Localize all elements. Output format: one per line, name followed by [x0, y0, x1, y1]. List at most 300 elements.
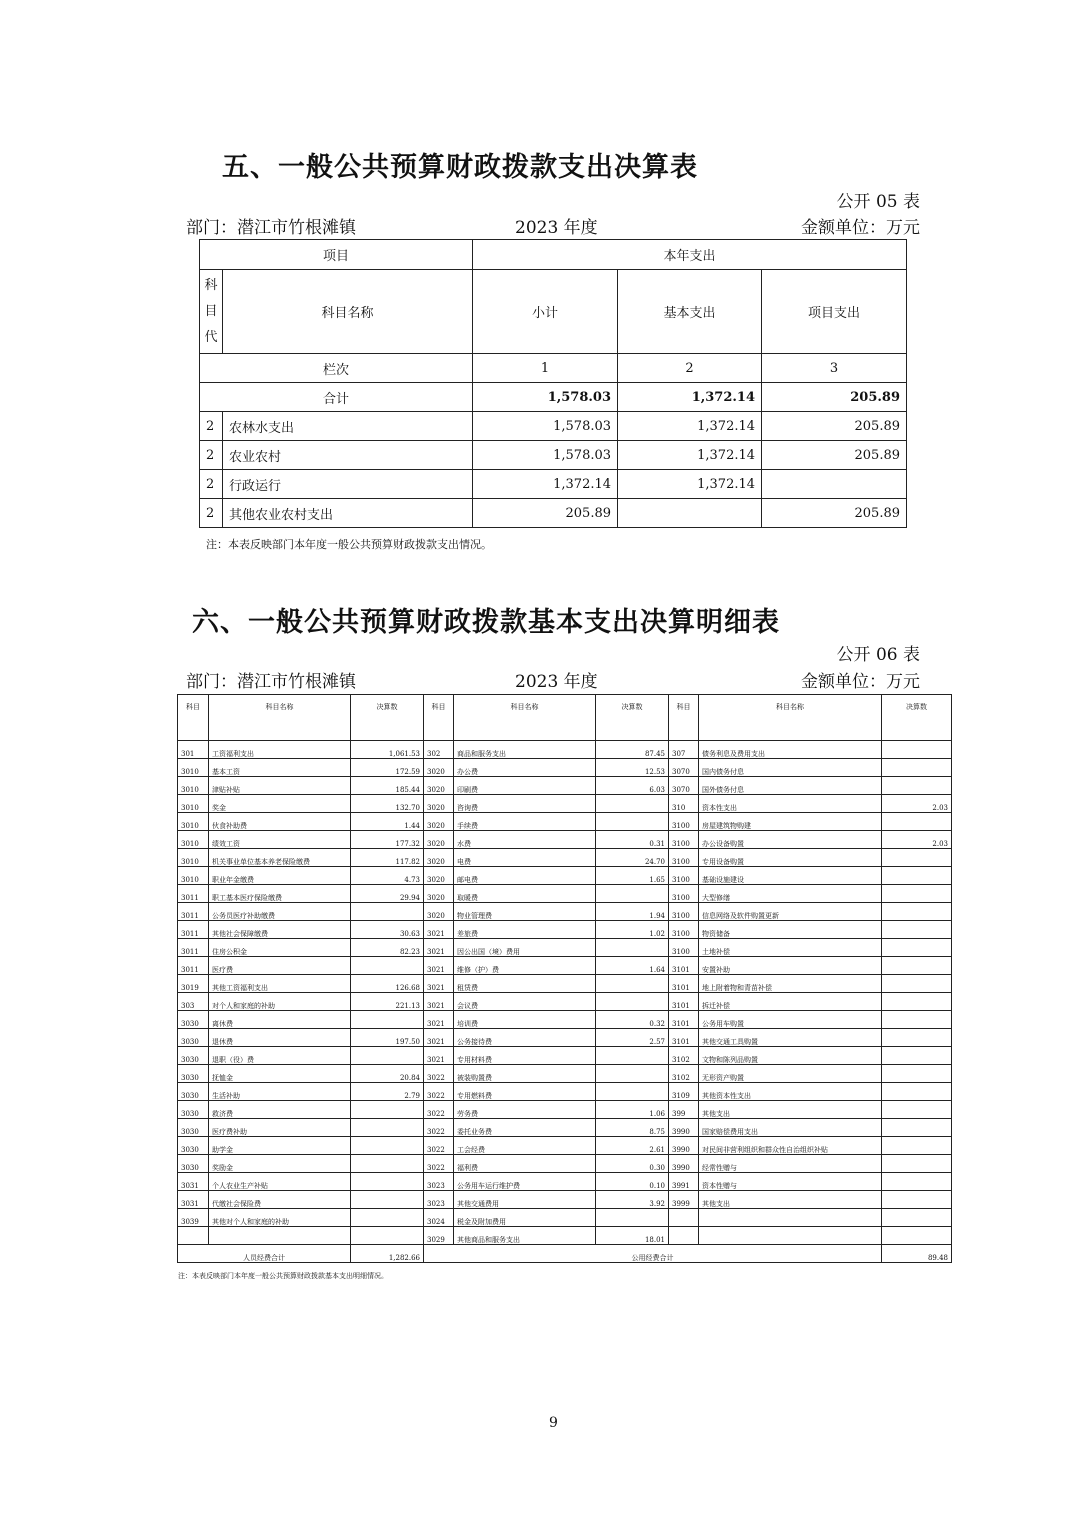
cell-code-2: 3021 [424, 939, 454, 957]
cell-code-2: 3022 [424, 1065, 454, 1083]
cell-amount-1 [351, 1155, 424, 1173]
expenditure-table [199, 239, 907, 528]
cell-code-1: 3011 [178, 921, 209, 939]
cell-code-1: 3031 [178, 1191, 209, 1209]
cell-code-1: 3030 [178, 1137, 209, 1155]
table-row [200, 412, 907, 441]
cell-amount-1: 197.50 [351, 1029, 424, 1047]
cell-amount-3 [882, 867, 952, 885]
cell-amount-2: 2.61 [596, 1137, 669, 1155]
cell-name-3: 经常性赠与 [699, 1155, 882, 1173]
cell-name-2: 会议费 [454, 993, 596, 1011]
cell-amount-2: 0.32 [596, 1011, 669, 1029]
cell-code-1: 303 [178, 993, 209, 1011]
section6-year: 2023 年度 [515, 672, 598, 692]
section6-note: 注：本表反映部门本年度一般公共预算财政拨款基本支出明细情况。 [178, 1272, 388, 1280]
header-amount-2: 决算数 [596, 695, 669, 741]
section5-title: 五、一般公共预算财政拨款支出决算表 [222, 152, 698, 183]
cell-amount-2: 8.75 [596, 1119, 669, 1137]
header-project-exp: 项目支出 [762, 270, 907, 354]
cell-amount-3 [882, 1119, 952, 1137]
personnel-total-label: 人员经费合计 [178, 1245, 351, 1263]
header-current-year: 本年支出 [473, 240, 907, 270]
cell-amount-3 [882, 1065, 952, 1083]
cell-code-2: 3021 [424, 975, 454, 993]
cell-amount-3 [882, 849, 952, 867]
row-project: 205.89 [762, 499, 907, 528]
cell-code-2: 3020 [424, 777, 454, 795]
header-col3: 3 [762, 354, 907, 383]
header-column-no: 栏次 [200, 354, 473, 383]
cell-amount-2 [596, 993, 669, 1011]
header-name-1: 科目名称 [209, 695, 351, 741]
cell-amount-3 [882, 741, 952, 759]
cell-code-3: 307 [669, 741, 699, 759]
cell-amount-2: 1.64 [596, 957, 669, 975]
header-name-3: 科目名称 [699, 695, 882, 741]
cell-code-3: 3100 [669, 831, 699, 849]
header-project: 项目 [200, 240, 473, 270]
cell-name-2: 委托业务费 [454, 1119, 596, 1137]
cell-amount-3 [882, 921, 952, 939]
section5-note: 注：本表反映部门本年度一般公共预算财政拨款支出情况。 [206, 538, 492, 551]
cell-name-3: 物资储备 [699, 921, 882, 939]
cell-name-1: 职工基本医疗保险缴费 [209, 885, 351, 903]
cell-name-2: 税金及附加费用 [454, 1209, 596, 1227]
cell-amount-1: 221.13 [351, 993, 424, 1011]
cell-code-3: 3101 [669, 957, 699, 975]
total-subtotal: 1,578.03 [473, 383, 618, 412]
cell-amount-2: 3.92 [596, 1191, 669, 1209]
cell-name-2: 商品和服务支出 [454, 741, 596, 759]
cell-amount-2: 18.01 [596, 1227, 669, 1245]
cell-code-2: 3020 [424, 831, 454, 849]
cell-name-1: 医疗费 [209, 957, 351, 975]
table-row [178, 1065, 952, 1083]
cell-name-1: 工资福利支出 [209, 741, 351, 759]
cell-amount-2: 6.03 [596, 777, 669, 795]
cell-code-1: 301 [178, 741, 209, 759]
cell-name-3: 国内债务付息 [699, 759, 882, 777]
cell-amount-3 [882, 1011, 952, 1029]
cell-name-2: 其他交通费用 [454, 1191, 596, 1209]
row-basic: 1,372.14 [618, 441, 762, 470]
row-code: 2 [200, 499, 223, 528]
section5-form-no: 公开 05 表 [836, 192, 920, 212]
cell-code-3: 3102 [669, 1047, 699, 1065]
cell-amount-1 [351, 957, 424, 975]
cell-name-1: 抚恤金 [209, 1065, 351, 1083]
cell-code-2: 3020 [424, 813, 454, 831]
public-total-label: 公用经费合计 [424, 1245, 882, 1263]
cell-name-1: 绩效工资 [209, 831, 351, 849]
public-total: 89.48 [882, 1245, 952, 1263]
table-row [178, 795, 952, 813]
row-basic [618, 499, 762, 528]
row-code: 2 [200, 441, 223, 470]
cell-name-1: 其他社会保障缴费 [209, 921, 351, 939]
cell-name-1: 基本工资 [209, 759, 351, 777]
cell-amount-3 [882, 1191, 952, 1209]
header-subtotal: 小计 [473, 270, 618, 354]
section6-form-no: 公开 06 表 [836, 645, 920, 665]
cell-code-3: 3101 [669, 975, 699, 993]
cell-name-2: 公务用车运行维护费 [454, 1173, 596, 1191]
cell-code-1: 3030 [178, 1083, 209, 1101]
cell-code-2: 3022 [424, 1119, 454, 1137]
cell-name-1: 机关事业单位基本养老保险缴费 [209, 849, 351, 867]
cell-amount-3 [882, 1209, 952, 1227]
cell-name-1: 医疗费补助 [209, 1119, 351, 1137]
table-row [178, 1137, 952, 1155]
row-code: 2 [200, 470, 223, 499]
cell-code-3 [669, 1209, 699, 1227]
cell-code-2: 3020 [424, 903, 454, 921]
cell-name-2: 因公出国（境）费用 [454, 939, 596, 957]
cell-amount-3 [882, 1029, 952, 1047]
cell-name-2: 手续费 [454, 813, 596, 831]
cell-amount-1 [351, 1047, 424, 1065]
cell-amount-1: 20.84 [351, 1065, 424, 1083]
header-code: 科目代 [200, 270, 223, 354]
cell-code-1: 3011 [178, 903, 209, 921]
cell-amount-1: 1,061.53 [351, 741, 424, 759]
page-number: 9 [549, 1415, 558, 1431]
cell-amount-2 [596, 813, 669, 831]
cell-code-2: 3021 [424, 1047, 454, 1065]
cell-amount-1: 29.94 [351, 885, 424, 903]
cell-amount-1: 172.59 [351, 759, 424, 777]
cell-code-3: 3100 [669, 849, 699, 867]
cell-amount-2: 0.30 [596, 1155, 669, 1173]
cell-name-3: 对民间非营利组织和群众性自治组织补贴 [699, 1137, 882, 1155]
cell-code-1: 3010 [178, 831, 209, 849]
table-row [178, 1209, 952, 1227]
cell-code-1 [178, 1227, 209, 1245]
cell-name-2: 其他商品和服务支出 [454, 1227, 596, 1245]
table-row [178, 777, 952, 795]
cell-code-1: 3011 [178, 885, 209, 903]
row-code: 2 [200, 412, 223, 441]
cell-name-1: 公务员医疗补助缴费 [209, 903, 351, 921]
section6-unit: 金额单位：万元 [801, 672, 920, 692]
cell-code-3: 3100 [669, 885, 699, 903]
table-row [178, 939, 952, 957]
cell-code-3: 399 [669, 1101, 699, 1119]
header-col2: 2 [618, 354, 762, 383]
cell-name-1: 离休费 [209, 1011, 351, 1029]
cell-amount-1: 1.44 [351, 813, 424, 831]
cell-code-1: 3011 [178, 957, 209, 975]
cell-name-3 [699, 1227, 882, 1245]
table-row [178, 921, 952, 939]
row-name: 农林水支出 [223, 412, 473, 441]
cell-amount-3 [882, 1227, 952, 1245]
cell-name-2: 公务接待费 [454, 1029, 596, 1047]
cell-amount-3: 2.03 [882, 795, 952, 813]
table-row [178, 759, 952, 777]
header-code-2: 科目 [424, 695, 454, 741]
row-basic: 1,372.14 [618, 412, 762, 441]
cell-name-2: 劳务费 [454, 1101, 596, 1119]
cell-name-1: 职业年金缴费 [209, 867, 351, 885]
cell-amount-2: 1.94 [596, 903, 669, 921]
cell-name-1: 个人农业生产补贴 [209, 1173, 351, 1191]
cell-name-2: 工会经费 [454, 1137, 596, 1155]
cell-code-3: 3100 [669, 921, 699, 939]
basic-expenditure-detail-table [177, 694, 952, 1263]
cell-amount-2 [596, 795, 669, 813]
cell-code-2: 302 [424, 741, 454, 759]
row-project: 205.89 [762, 441, 907, 470]
total-project: 205.89 [762, 383, 907, 412]
table-row [178, 867, 952, 885]
cell-name-3: 公务用车购置 [699, 1011, 882, 1029]
cell-code-2: 3020 [424, 795, 454, 813]
cell-code-3: 3990 [669, 1119, 699, 1137]
section6-title: 六、一般公共预算财政拨款基本支出决算明细表 [192, 607, 780, 638]
cell-code-1: 3030 [178, 1119, 209, 1137]
cell-amount-1: 185.44 [351, 777, 424, 795]
cell-name-2: 电费 [454, 849, 596, 867]
table-row [200, 470, 907, 499]
cell-amount-2: 24.70 [596, 849, 669, 867]
cell-name-2: 培训费 [454, 1011, 596, 1029]
cell-code-3: 310 [669, 795, 699, 813]
cell-amount-2: 12.53 [596, 759, 669, 777]
cell-name-1: 奖金 [209, 795, 351, 813]
cell-name-1: 助学金 [209, 1137, 351, 1155]
header-name-2: 科目名称 [454, 695, 596, 741]
cell-amount-3 [882, 903, 952, 921]
cell-amount-3: 2.03 [882, 831, 952, 849]
section5-unit: 金额单位：万元 [801, 218, 920, 238]
cell-code-1: 3030 [178, 1155, 209, 1173]
cell-amount-1 [351, 1191, 424, 1209]
cell-code-1: 3031 [178, 1173, 209, 1191]
header-basic: 基本支出 [618, 270, 762, 354]
cell-name-2: 水费 [454, 831, 596, 849]
cell-name-3: 信息网络及软件购置更新 [699, 903, 882, 921]
cell-name-1: 津贴补贴 [209, 777, 351, 795]
cell-amount-3 [882, 777, 952, 795]
cell-code-3: 3100 [669, 867, 699, 885]
table-row [178, 1047, 952, 1065]
cell-amount-1: 82.23 [351, 939, 424, 957]
cell-name-3: 办公设备购置 [699, 831, 882, 849]
cell-amount-1 [351, 1137, 424, 1155]
cell-code-3: 3101 [669, 1011, 699, 1029]
cell-amount-1: 126.68 [351, 975, 424, 993]
cell-name-3: 国外债务付息 [699, 777, 882, 795]
cell-code-3: 3070 [669, 759, 699, 777]
table-row [178, 957, 952, 975]
cell-name-2: 专用燃料费 [454, 1083, 596, 1101]
row-subtotal: 205.89 [473, 499, 618, 528]
cell-name-3: 安置补助 [699, 957, 882, 975]
cell-name-3: 房屋建筑物购建 [699, 813, 882, 831]
cell-name-1: 其他工资福利支出 [209, 975, 351, 993]
cell-code-2: 3023 [424, 1173, 454, 1191]
cell-name-3: 土地补偿 [699, 939, 882, 957]
cell-code-1: 3030 [178, 1065, 209, 1083]
cell-name-3: 其他资本性支出 [699, 1083, 882, 1101]
cell-amount-2: 1.02 [596, 921, 669, 939]
table-row [178, 849, 952, 867]
section5-dept: 部门：潜江市竹根滩镇 [186, 218, 356, 238]
cell-name-2: 福利费 [454, 1155, 596, 1173]
cell-name-1: 生活补助 [209, 1083, 351, 1101]
cell-amount-1 [351, 903, 424, 921]
table-row [178, 903, 952, 921]
cell-amount-1: 117.82 [351, 849, 424, 867]
cell-code-2: 3022 [424, 1155, 454, 1173]
header-amount-3: 决算数 [882, 695, 952, 741]
cell-amount-2: 1.06 [596, 1101, 669, 1119]
cell-code-1: 3030 [178, 1011, 209, 1029]
cell-code-3: 3100 [669, 813, 699, 831]
cell-name-3: 拆迁补偿 [699, 993, 882, 1011]
cell-code-2: 3029 [424, 1227, 454, 1245]
cell-code-2: 3020 [424, 849, 454, 867]
cell-name-1: 退休费 [209, 1029, 351, 1047]
cell-name-3: 资本性赠与 [699, 1173, 882, 1191]
cell-name-3: 文物和陈列品购置 [699, 1047, 882, 1065]
cell-code-2: 3021 [424, 1029, 454, 1047]
cell-code-2: 3022 [424, 1101, 454, 1119]
cell-code-2: 3022 [424, 1083, 454, 1101]
cell-name-1: 奖励金 [209, 1155, 351, 1173]
cell-amount-3 [882, 939, 952, 957]
cell-code-2: 3020 [424, 759, 454, 777]
table-row [178, 831, 952, 849]
cell-code-2: 3021 [424, 1011, 454, 1029]
cell-code-3: 3999 [669, 1191, 699, 1209]
cell-name-3: 其他交通工具购置 [699, 1029, 882, 1047]
cell-code-1: 3030 [178, 1101, 209, 1119]
cell-code-1: 3019 [178, 975, 209, 993]
cell-name-3: 国家赔偿费用支出 [699, 1119, 882, 1137]
table-row [178, 1155, 952, 1173]
cell-amount-1 [351, 1209, 424, 1227]
cell-code-1: 3010 [178, 849, 209, 867]
table-row [178, 975, 952, 993]
table-row [178, 741, 952, 759]
cell-amount-2 [596, 939, 669, 957]
cell-name-2: 租赁费 [454, 975, 596, 993]
cell-amount-2 [596, 885, 669, 903]
table-row [178, 1011, 952, 1029]
total-basic: 1,372.14 [618, 383, 762, 412]
cell-code-1: 3010 [178, 759, 209, 777]
cell-amount-3 [882, 885, 952, 903]
cell-amount-3 [882, 975, 952, 993]
cell-amount-3 [882, 759, 952, 777]
cell-amount-2: 1.65 [596, 867, 669, 885]
table-row [178, 1191, 952, 1209]
cell-name-2: 取暖费 [454, 885, 596, 903]
cell-name-3 [699, 1209, 882, 1227]
cell-amount-1: 177.32 [351, 831, 424, 849]
cell-amount-2 [596, 975, 669, 993]
header-amount-1: 决算数 [351, 695, 424, 741]
cell-amount-3 [882, 1173, 952, 1191]
cell-code-1: 3039 [178, 1209, 209, 1227]
row-subtotal: 1,372.14 [473, 470, 618, 499]
cell-amount-3 [882, 993, 952, 1011]
table-row [178, 1227, 952, 1245]
cell-code-1: 3011 [178, 939, 209, 957]
row-name: 行政运行 [223, 470, 473, 499]
cell-code-2: 3020 [424, 867, 454, 885]
cell-name-3: 其他支出 [699, 1101, 882, 1119]
cell-code-2: 3024 [424, 1209, 454, 1227]
header-col1: 1 [473, 354, 618, 383]
cell-amount-2 [596, 1047, 669, 1065]
cell-amount-2 [596, 1083, 669, 1101]
cell-amount-3 [882, 813, 952, 831]
cell-name-3: 无形资产购置 [699, 1065, 882, 1083]
cell-code-2: 3023 [424, 1191, 454, 1209]
cell-amount-1: 30.63 [351, 921, 424, 939]
table-row [178, 1083, 952, 1101]
cell-amount-1: 4.73 [351, 867, 424, 885]
cell-code-3: 3100 [669, 939, 699, 957]
row-basic: 1,372.14 [618, 470, 762, 499]
cell-code-1: 3030 [178, 1047, 209, 1065]
table-row [178, 813, 952, 831]
cell-code-3: 3101 [669, 993, 699, 1011]
section5-year: 2023 年度 [515, 218, 598, 238]
cell-name-1: 退职（役）费 [209, 1047, 351, 1065]
cell-code-3: 3990 [669, 1137, 699, 1155]
cell-amount-3 [882, 1155, 952, 1173]
cell-name-2: 咨询费 [454, 795, 596, 813]
row-project: 205.89 [762, 412, 907, 441]
cell-amount-3 [882, 1101, 952, 1119]
cell-amount-2 [596, 1209, 669, 1227]
totals-row [178, 1245, 952, 1263]
cell-name-2: 办公费 [454, 759, 596, 777]
cell-amount-1 [351, 1011, 424, 1029]
cell-name-2: 差旅费 [454, 921, 596, 939]
cell-name-1: 住房公积金 [209, 939, 351, 957]
cell-code-1: 3010 [178, 867, 209, 885]
cell-name-2: 被装购置费 [454, 1065, 596, 1083]
table-row [200, 441, 907, 470]
table-row [178, 993, 952, 1011]
cell-code-1: 3010 [178, 795, 209, 813]
header-name: 科目名称 [223, 270, 473, 354]
cell-code-1: 3010 [178, 813, 209, 831]
cell-code-2: 3021 [424, 993, 454, 1011]
cell-name-2: 专用材料费 [454, 1047, 596, 1065]
cell-code-3: 3102 [669, 1065, 699, 1083]
table-row [178, 1119, 952, 1137]
cell-code-3: 3991 [669, 1173, 699, 1191]
cell-amount-1: 132.70 [351, 795, 424, 813]
cell-amount-1 [351, 1173, 424, 1191]
cell-name-3: 地上附着物和青苗补偿 [699, 975, 882, 993]
row-name: 农业农村 [223, 441, 473, 470]
cell-amount-3 [882, 1047, 952, 1065]
row-subtotal: 1,578.03 [473, 441, 618, 470]
cell-code-3: 3101 [669, 1029, 699, 1047]
cell-amount-2: 0.10 [596, 1173, 669, 1191]
cell-name-1: 其他对个人和家庭的补助 [209, 1209, 351, 1227]
cell-code-3: 3100 [669, 903, 699, 921]
table-row [178, 1173, 952, 1191]
